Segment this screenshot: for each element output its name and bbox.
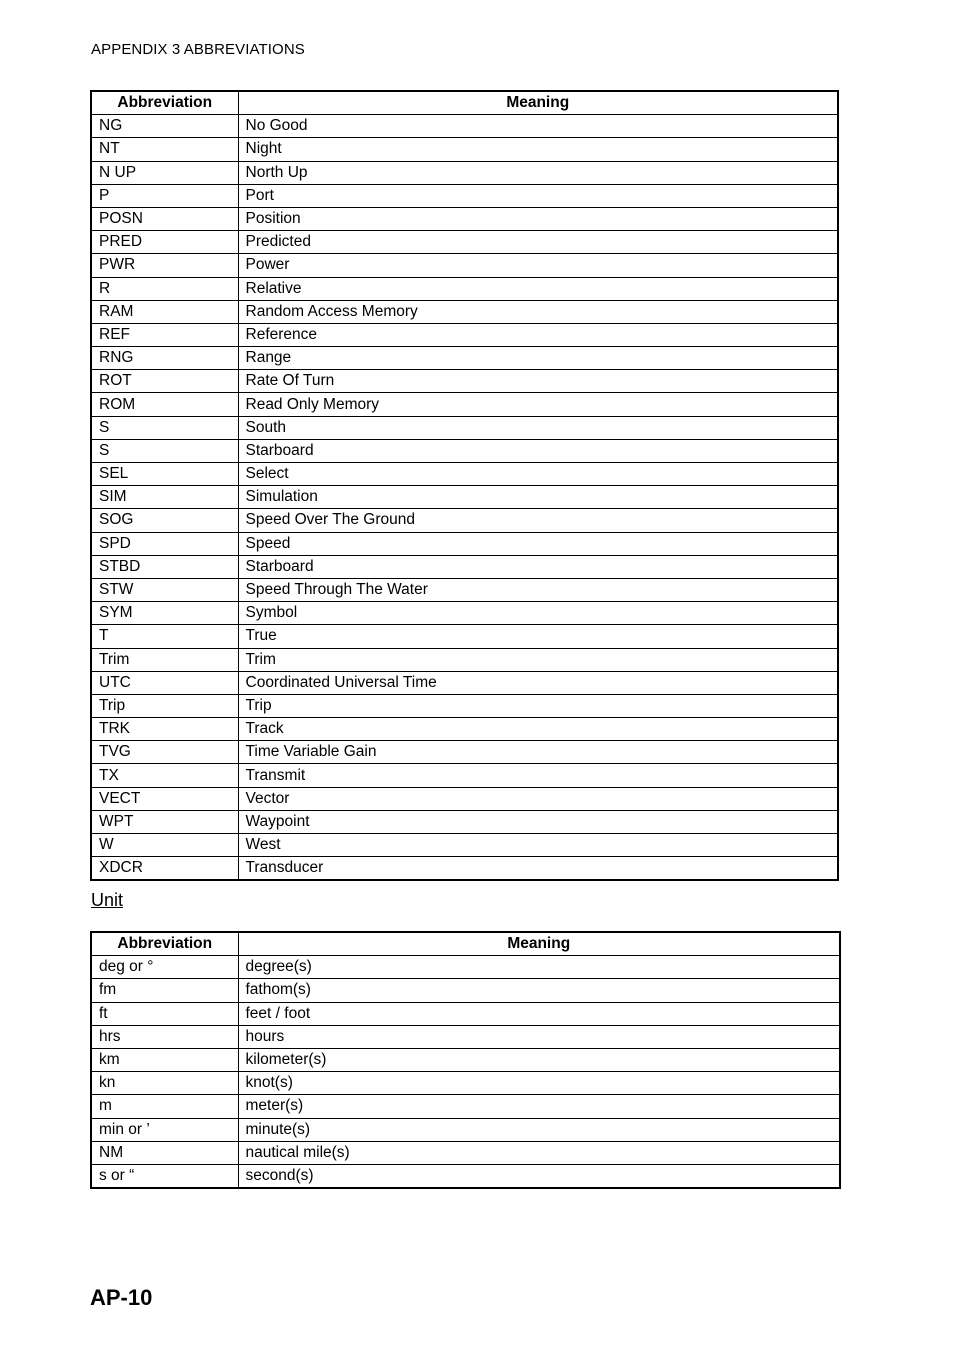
meaning-cell: hours (238, 1025, 840, 1048)
abbreviation-cell: W (91, 834, 238, 857)
abbreviation-cell: RNG (91, 347, 238, 370)
table-row (91, 486, 838, 509)
table-row (91, 764, 838, 787)
meaning-cell: Predicted (238, 231, 838, 254)
abbreviation-cell: NM (91, 1141, 238, 1164)
abbreviation-cell: kn (91, 1072, 238, 1095)
meaning-cell: West (238, 834, 838, 857)
table-row (91, 347, 838, 370)
meaning-cell: Night (238, 138, 838, 161)
table-row (91, 115, 838, 138)
table-row (91, 231, 838, 254)
abbreviation-cell: STW (91, 578, 238, 601)
meaning-cell: Trip (238, 694, 838, 717)
abbreviation-cell: ROT (91, 370, 238, 393)
meaning-cell: minute(s) (238, 1118, 840, 1141)
table-row (91, 1072, 840, 1095)
abbreviation-cell: WPT (91, 810, 238, 833)
abbreviation-cell: SYM (91, 602, 238, 625)
meaning-cell: Transmit (238, 764, 838, 787)
abbreviation-cell: RAM (91, 300, 238, 323)
table-row (91, 370, 838, 393)
unit-abbreviations-table-body (91, 956, 840, 1188)
abbreviation-cell: SOG (91, 509, 238, 532)
table-row (91, 787, 838, 810)
meaning-cell: nautical mile(s) (238, 1141, 840, 1164)
table-row (91, 161, 838, 184)
abbreviation-cell: VECT (91, 787, 238, 810)
column-header-meaning: Meaning (238, 91, 838, 115)
meaning-cell: South (238, 416, 838, 439)
meaning-cell: Starboard (238, 555, 838, 578)
meaning-cell: Power (238, 254, 838, 277)
abbreviation-cell: N UP (91, 161, 238, 184)
meaning-cell: Speed Through The Water (238, 578, 838, 601)
table-row (91, 1002, 840, 1025)
abbreviation-cell: R (91, 277, 238, 300)
table-row (91, 602, 838, 625)
table-header-row (91, 932, 840, 956)
column-header-meaning: Meaning (238, 932, 840, 956)
table-row (91, 184, 838, 207)
table-row (91, 1025, 840, 1048)
table-row (91, 671, 838, 694)
meaning-cell: Starboard (238, 439, 838, 462)
abbreviation-cell: NT (91, 138, 238, 161)
table-row (91, 532, 838, 555)
abbreviation-cell: Trim (91, 648, 238, 671)
abbreviation-cell: SEL (91, 463, 238, 486)
abbreviation-cell: PWR (91, 254, 238, 277)
table-row (91, 648, 838, 671)
meaning-cell: No Good (238, 115, 838, 138)
meaning-cell: kilometer(s) (238, 1048, 840, 1071)
meaning-cell: Position (238, 207, 838, 230)
meaning-cell: Time Variable Gain (238, 741, 838, 764)
abbreviation-cell: ft (91, 1002, 238, 1025)
unit-abbreviations-table (90, 931, 841, 1189)
table-header-row (91, 91, 838, 115)
abbreviation-cell: TRK (91, 718, 238, 741)
abbreviation-cell: km (91, 1048, 238, 1071)
table-row (91, 254, 838, 277)
unit-section-title: Unit (91, 890, 124, 910)
meaning-cell: fathom(s) (238, 979, 840, 1002)
table-row (91, 810, 838, 833)
table-row (91, 555, 838, 578)
meaning-cell: Track (238, 718, 838, 741)
meaning-cell: Read Only Memory (238, 393, 838, 416)
table-row (91, 578, 838, 601)
table-row (91, 718, 838, 741)
table-row (91, 416, 838, 439)
abbreviation-cell: P (91, 184, 238, 207)
abbreviation-cell: TX (91, 764, 238, 787)
table-row (91, 323, 838, 346)
column-header-abbreviation: Abbreviation (91, 91, 238, 115)
table-row (91, 1164, 840, 1188)
table-row (91, 979, 840, 1002)
table-row (91, 956, 840, 979)
meaning-cell: knot(s) (238, 1072, 840, 1095)
meaning-cell: Relative (238, 277, 838, 300)
table-row (91, 393, 838, 416)
abbreviation-cell: S (91, 416, 238, 439)
meaning-cell: Coordinated Universal Time (238, 671, 838, 694)
meaning-cell: degree(s) (238, 956, 840, 979)
meaning-cell: Rate Of Turn (238, 370, 838, 393)
abbreviation-cell: ROM (91, 393, 238, 416)
meaning-cell: True (238, 625, 838, 648)
table-row (91, 694, 838, 717)
table-row (91, 207, 838, 230)
table-row (91, 509, 838, 532)
page-header: APPENDIX 3 ABBREVIATIONS (91, 41, 305, 58)
table-row (91, 1095, 840, 1118)
abbreviation-cell: TVG (91, 741, 238, 764)
page-number: AP-10 (90, 1285, 153, 1310)
abbreviation-cell: T (91, 625, 238, 648)
abbreviation-cell: SPD (91, 532, 238, 555)
abbreviation-cell: hrs (91, 1025, 238, 1048)
abbreviation-cell: Trip (91, 694, 238, 717)
meaning-cell: Simulation (238, 486, 838, 509)
abbreviation-cell: STBD (91, 555, 238, 578)
table-row (91, 138, 838, 161)
meaning-cell: Symbol (238, 602, 838, 625)
abbreviation-cell: POSN (91, 207, 238, 230)
table-row (91, 463, 838, 486)
meaning-cell: Waypoint (238, 810, 838, 833)
table-row (91, 439, 838, 462)
abbreviation-cell: UTC (91, 671, 238, 694)
abbreviation-cell: deg or ° (91, 956, 238, 979)
meaning-cell: second(s) (238, 1164, 840, 1188)
meaning-cell: North Up (238, 161, 838, 184)
abbreviations-table-body (91, 115, 838, 881)
abbreviation-cell: S (91, 439, 238, 462)
meaning-cell: Range (238, 347, 838, 370)
meaning-cell: Trim (238, 648, 838, 671)
table-row (91, 834, 838, 857)
abbreviation-cell: REF (91, 323, 238, 346)
meaning-cell: Random Access Memory (238, 300, 838, 323)
table-row (91, 277, 838, 300)
table-row (91, 741, 838, 764)
meaning-cell: meter(s) (238, 1095, 840, 1118)
table-row (91, 1118, 840, 1141)
table-row (91, 1048, 840, 1071)
abbreviation-cell: fm (91, 979, 238, 1002)
abbreviation-cell: XDCR (91, 857, 238, 881)
meaning-cell: Reference (238, 323, 838, 346)
abbreviation-cell: NG (91, 115, 238, 138)
meaning-cell: Speed Over The Ground (238, 509, 838, 532)
abbreviation-cell: m (91, 1095, 238, 1118)
meaning-cell: Transducer (238, 857, 838, 881)
meaning-cell: Port (238, 184, 838, 207)
meaning-cell: feet / foot (238, 1002, 840, 1025)
table-row (91, 625, 838, 648)
table-row (91, 857, 838, 881)
abbreviation-cell: min or ’ (91, 1118, 238, 1141)
abbreviation-cell: SIM (91, 486, 238, 509)
table-row (91, 300, 838, 323)
meaning-cell: Select (238, 463, 838, 486)
meaning-cell: Speed (238, 532, 838, 555)
abbreviation-cell: s or “ (91, 1164, 238, 1188)
abbreviation-cell: PRED (91, 231, 238, 254)
column-header-abbreviation: Abbreviation (91, 932, 238, 956)
table-row (91, 1141, 840, 1164)
abbreviations-table (90, 90, 839, 881)
meaning-cell: Vector (238, 787, 838, 810)
